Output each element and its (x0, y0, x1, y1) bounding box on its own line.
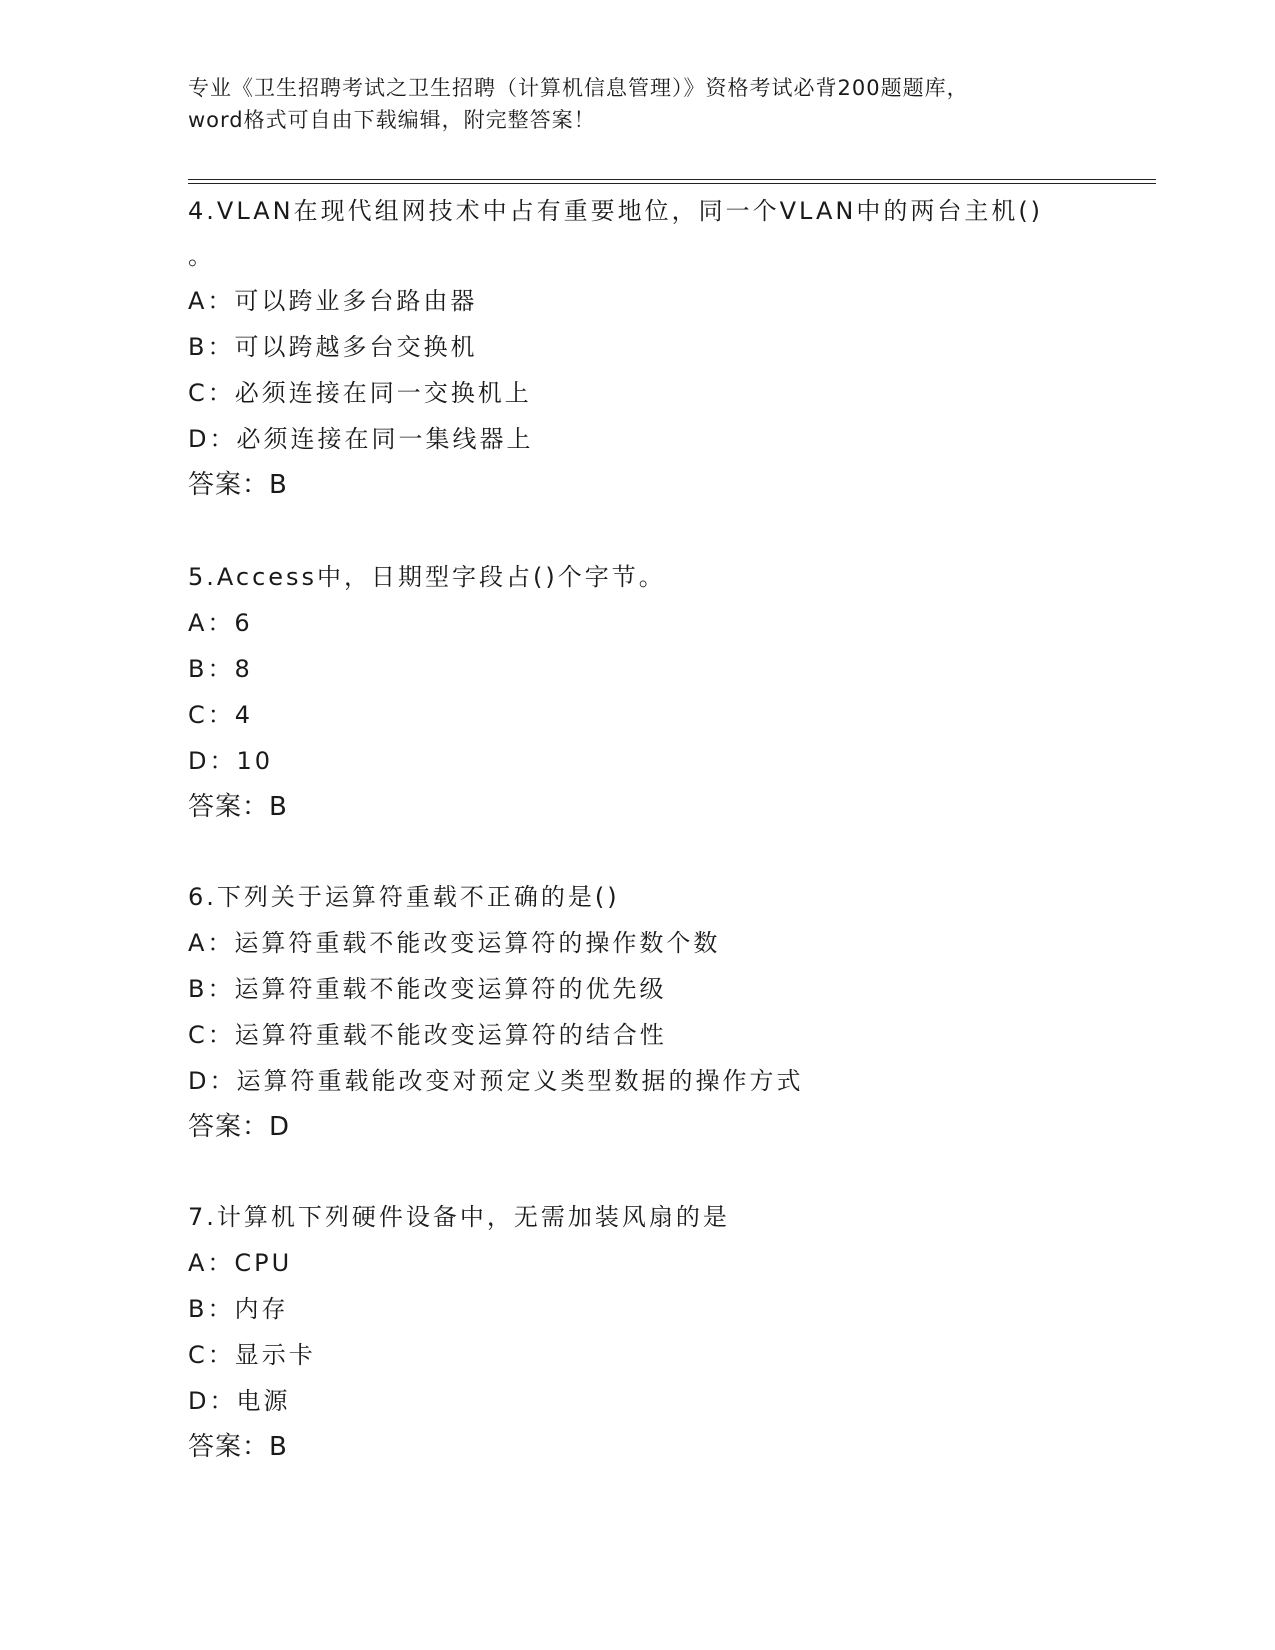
option-a: A：运算符重载不能改变运算符的操作数个数 (188, 929, 721, 957)
question-title-continuation: 。 (188, 242, 215, 270)
option-d: D：运算符重载能改变对预定义类型数据的操作方式 (188, 1067, 804, 1095)
option-d: D：电源 (188, 1387, 291, 1415)
answer: 答案：B (188, 792, 288, 822)
header-divider-bottom (188, 183, 1156, 184)
option-a: A：CPU (188, 1249, 293, 1277)
option-a: A：可以跨业多台路由器 (188, 287, 478, 315)
answer: 答案：B (188, 1432, 288, 1462)
option-c: C：必须连接在同一交换机上 (188, 379, 532, 407)
question-title: 5.Access中，日期型字段占()个字节。 (188, 563, 666, 591)
header-line-2: word格式可自由下载编辑，附完整答案！ (188, 108, 596, 132)
option-c: C：显示卡 (188, 1341, 316, 1369)
question-title: 4.VLAN在现代组网技术中占有重要地位，同一个VLAN中的两台主机() (188, 197, 1044, 225)
option-b: B：可以跨越多台交换机 (188, 333, 478, 361)
option-c: C：运算符重载不能改变运算符的结合性 (188, 1021, 667, 1049)
option-c: C：4 (188, 701, 254, 729)
header-divider-top (188, 179, 1156, 180)
question-6 (188, 874, 1108, 1150)
option-b: B：8 (188, 655, 253, 683)
option-b: B：内存 (188, 1295, 289, 1323)
question-title: 7.计算机下列硬件设备中，无需加装风扇的是 (188, 1203, 730, 1231)
option-d: D：必须连接在同一集线器上 (188, 425, 534, 453)
header-line-1: 专业《卫生招聘考试之卫生招聘（计算机信息管理）》资格考试必背200题题库， (188, 76, 969, 100)
question-4 (188, 188, 1108, 508)
question-5 (188, 554, 1108, 830)
option-d: D：10 (188, 747, 274, 775)
option-b: B：运算符重载不能改变运算符的优先级 (188, 975, 667, 1003)
question-7 (188, 1194, 1108, 1470)
answer: 答案：D (188, 1112, 291, 1142)
answer: 答案：B (188, 470, 288, 500)
option-a: A：6 (188, 609, 253, 637)
question-title: 6.下列关于运算符重载不正确的是() (188, 883, 620, 911)
document-header (188, 72, 1088, 136)
